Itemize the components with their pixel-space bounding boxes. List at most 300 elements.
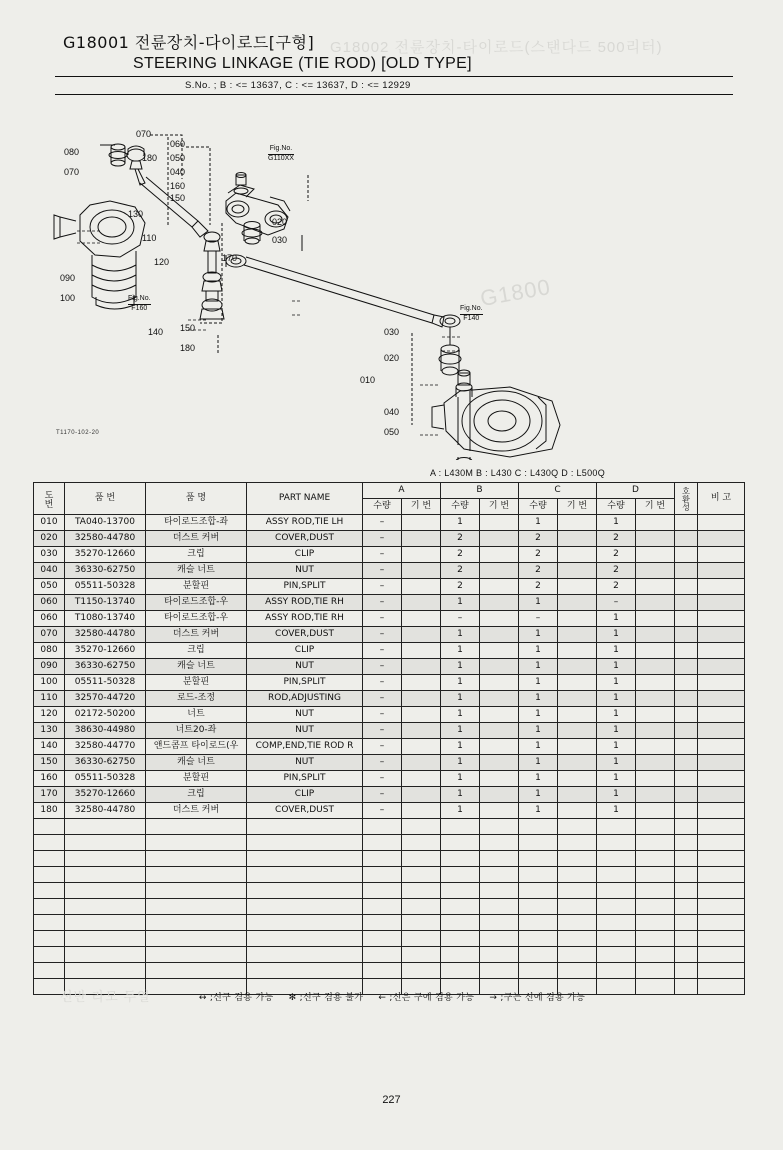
cell-qty-d [597,819,636,835]
cell-qty-c [519,947,558,963]
cell-ref-b [480,755,519,771]
header-rule [55,76,733,77]
cell-part-name-ko: 분할핀 [146,771,247,787]
cell-qty-d: 1 [597,755,636,771]
col-header-group-c: C [519,483,597,499]
cell-qty-c: 1 [519,643,558,659]
cell-ref-a [402,691,441,707]
cell-remark [698,643,745,659]
cell-ref-a [402,947,441,963]
cell-part-name-en: COMP,END,TIE ROD R [247,739,363,755]
table-row-empty [34,867,745,883]
col-header-qty-b: 수량 [441,499,480,515]
table-row [34,547,745,563]
page-title-korean: G18001 전륜장치-다이로드[구형] [63,33,315,52]
cell-ref-b [480,531,519,547]
cell-no: 140 [34,739,65,755]
cell-qty-b: 1 [441,755,480,771]
cell-qty-c: 1 [519,739,558,755]
cell-qty-c: 1 [519,755,558,771]
cell-ref-a [402,643,441,659]
cell-ref-c [558,899,597,915]
callout-070-top: 070 [136,129,152,139]
cell-ref-b [480,579,519,595]
cell-ref-d [636,867,675,883]
cell-ref-a [402,723,441,739]
cell-no [34,835,65,851]
cell-part-name-en [247,963,363,979]
cell-ref-a [402,771,441,787]
cell-part-name-en [247,867,363,883]
cell-remark [698,803,745,819]
cell-compat [675,867,698,883]
cell-no [34,819,65,835]
cell-qty-c: 1 [519,803,558,819]
cell-qty-b [441,819,480,835]
cell-ref-b [480,915,519,931]
cell-remark [698,931,745,947]
cell-compat [675,819,698,835]
cell-qty-d: 1 [597,739,636,755]
cell-part-no [65,867,146,883]
cell-no: 110 [34,691,65,707]
cell-qty-a: – [363,739,402,755]
cell-ref-c [558,723,597,739]
cell-compat [675,531,698,547]
cell-qty-d: 1 [597,611,636,627]
cell-ref-b [480,963,519,979]
cell-ref-b [480,835,519,851]
cell-ref-a [402,835,441,851]
cell-qty-c: 1 [519,595,558,611]
cell-ref-a [402,963,441,979]
cell-ref-a [402,563,441,579]
cell-ref-b [480,707,519,723]
cell-part-name-ko: 로드-조정 [146,691,247,707]
cell-part-name-ko [146,963,247,979]
cell-qty-b [441,963,480,979]
cell-qty-a [363,867,402,883]
cell-qty-a: – [363,691,402,707]
cell-ref-a [402,627,441,643]
cell-qty-a: – [363,547,402,563]
table-header-row-1 [34,483,745,499]
page-number: 227 [382,1094,401,1106]
cell-compat [675,627,698,643]
cell-compat [675,547,698,563]
cell-part-name-ko: 크립 [146,547,247,563]
cell-no: 020 [34,531,65,547]
cell-ref-b [480,723,519,739]
cell-qty-c [519,835,558,851]
cell-ref-c [558,755,597,771]
cell-qty-d [597,867,636,883]
cell-ref-a [402,547,441,563]
cell-ref-d [636,723,675,739]
fig-ref-f160: Fig.No. F160 [128,295,151,312]
cell-qty-a: – [363,595,402,611]
col-header-ref-b: 기 번 [480,499,519,515]
cell-qty-c: 1 [519,771,558,787]
cell-part-name-en: NUT [247,563,363,579]
cell-part-no: 35270-12660 [65,787,146,803]
cell-ref-c [558,803,597,819]
table-row-empty [34,851,745,867]
cell-part-name-ko [146,915,247,931]
cell-part-name-ko: 캐슬 너트 [146,755,247,771]
table-row-empty [34,835,745,851]
cell-part-no [65,899,146,915]
col-header-qty-a: 수량 [363,499,402,515]
cell-ref-d [636,691,675,707]
cell-part-name-ko [146,867,247,883]
cell-qty-a: – [363,771,402,787]
cell-part-name-en: NUT [247,755,363,771]
callout-060: 060 [170,139,186,149]
cell-ref-c [558,787,597,803]
col-header-compat: 호 환 성 [675,483,698,515]
cell-part-no: T1150-13740 [65,595,146,611]
ghost-text-bottom: 선반 라모 두열 [60,989,151,1004]
cell-qty-d: 1 [597,515,636,531]
cell-part-name-ko: 앤드콤프 타이로드(우 [146,739,247,755]
cell-qty-c: 2 [519,579,558,595]
cell-remark [698,707,745,723]
serial-note: S.No. ; B : <= 13637, C : <= 13637, D : <= 12929 [185,80,411,91]
cell-qty-d: 1 [597,707,636,723]
cell-part-name-ko [146,851,247,867]
cell-qty-b [441,899,480,915]
col-header-qty-c: 수량 [519,499,558,515]
cell-part-no [65,915,146,931]
cell-no: 130 [34,723,65,739]
cell-ref-d [636,851,675,867]
cell-no [34,963,65,979]
cell-part-name-en [247,851,363,867]
cell-qty-d [597,851,636,867]
col-header-part-name-en: PART NAME [247,483,363,515]
col-header-group-d: D [597,483,675,499]
cell-part-name-en: NUT [247,723,363,739]
cell-no: 100 [34,675,65,691]
cell-ref-b [480,787,519,803]
table-row [34,787,745,803]
cell-remark [698,835,745,851]
cell-ref-c [558,819,597,835]
cell-compat [675,803,698,819]
cell-no: 120 [34,707,65,723]
cell-remark [698,739,745,755]
cell-ref-a [402,851,441,867]
cell-qty-c: 1 [519,723,558,739]
cell-ref-d [636,787,675,803]
cell-compat [675,947,698,963]
cell-compat [675,675,698,691]
table-row [34,675,745,691]
cell-qty-d: 1 [597,787,636,803]
cell-compat [675,755,698,771]
cell-qty-d: 1 [597,771,636,787]
page-title-english: STEERING LINKAGE (TIE ROD) [OLD TYPE] [133,55,472,72]
cell-qty-b: 1 [441,803,480,819]
cell-ref-a [402,659,441,675]
cell-ref-d [636,835,675,851]
cell-qty-a [363,947,402,963]
cell-qty-d: 2 [597,531,636,547]
callout-070-left: 070 [64,167,80,177]
cell-no [34,931,65,947]
table-row-empty [34,931,745,947]
cell-part-name-en: ASSY ROD,TIE RH [247,595,363,611]
callout-180-lower: 180 [180,343,196,353]
cell-qty-b: 1 [441,739,480,755]
cell-ref-a [402,899,441,915]
cell-ref-d [636,771,675,787]
cell-ref-c [558,867,597,883]
cell-qty-b: 2 [441,547,480,563]
cell-compat [675,771,698,787]
cell-part-name-ko [146,947,247,963]
cell-compat [675,835,698,851]
note-2: ✻ ;신구 겸용 불가 [288,993,364,1003]
cell-qty-a [363,819,402,835]
cell-no: 090 [34,659,65,675]
cell-ref-d [636,803,675,819]
document-header [55,30,735,95]
cell-no: 080 [34,643,65,659]
cell-ref-a [402,675,441,691]
cell-compat [675,915,698,931]
cell-qty-b: 1 [441,723,480,739]
cell-part-name-ko [146,899,247,915]
cell-ref-a [402,819,441,835]
cell-part-no: 35270-12660 [65,643,146,659]
cell-qty-a: – [363,659,402,675]
cell-part-name-ko [146,835,247,851]
cell-remark [698,627,745,643]
cell-part-no: 05511-50328 [65,579,146,595]
callout-160: 160 [170,181,186,191]
table-row-empty [34,915,745,931]
cell-part-name-ko: 타이로드조합-우 [146,611,247,627]
cell-part-name-ko: 더스트 커버 [146,531,247,547]
cell-ref-d [636,931,675,947]
cell-part-name-ko: 더스트 커버 [146,627,247,643]
cell-qty-c [519,931,558,947]
ghost-text-top: G18002 전륜장치-타이로드(스탠다드 500리터) [330,39,663,56]
callout-170: 170 [222,253,238,263]
ghost-watermark: G1800 [478,274,553,311]
cell-no [34,867,65,883]
cell-no: 160 [34,771,65,787]
cell-remark [698,611,745,627]
cell-qty-b: 1 [441,627,480,643]
table-row [34,563,745,579]
cell-part-no [65,947,146,963]
cell-remark [698,595,745,611]
cell-ref-d [636,739,675,755]
header-rule-2 [55,94,733,95]
cell-qty-b: 2 [441,579,480,595]
cell-part-name-ko: 분할핀 [146,579,247,595]
fig-ref-f140: Fig.No. F140 [460,305,483,322]
cell-ref-b [480,899,519,915]
table-row-empty [34,899,745,915]
cell-qty-d: 1 [597,627,636,643]
cell-remark [698,563,745,579]
cell-no [34,851,65,867]
cell-part-name-en [247,835,363,851]
cell-part-no [65,819,146,835]
callout-040-right: 040 [384,407,400,417]
cell-no: 070 [34,627,65,643]
cell-ref-d [636,819,675,835]
cell-qty-c [519,851,558,867]
cell-qty-b: 1 [441,707,480,723]
table-row-empty [34,883,745,899]
cell-part-no: 36330-62750 [65,755,146,771]
cell-qty-c [519,899,558,915]
callout-100: 100 [60,293,76,303]
cell-remark [698,579,745,595]
cell-ref-c [558,947,597,963]
cell-qty-b: 1 [441,643,480,659]
cell-part-name-en: COVER,DUST [247,531,363,547]
cell-qty-d: – [597,595,636,611]
cell-qty-d [597,931,636,947]
cell-remark [698,515,745,531]
table-row [34,691,745,707]
cell-no: 060 [34,595,65,611]
cell-part-no: 02172-50200 [65,707,146,723]
cell-ref-c [558,835,597,851]
cell-ref-b [480,931,519,947]
cell-qty-d [597,835,636,851]
parts-illustration [40,105,740,460]
cell-qty-d: 2 [597,579,636,595]
cell-qty-a: – [363,787,402,803]
cell-part-no [65,931,146,947]
cell-ref-a [402,531,441,547]
cell-qty-c [519,963,558,979]
cell-part-no: 32580-44770 [65,739,146,755]
cell-ref-d [636,531,675,547]
cell-qty-d: 1 [597,723,636,739]
cell-compat [675,883,698,899]
cell-qty-a [363,963,402,979]
cell-qty-a [363,883,402,899]
cell-ref-b [480,611,519,627]
cell-part-name-en: ROD,ADJUSTING [247,691,363,707]
cell-qty-d: 1 [597,691,636,707]
cell-no: 030 [34,547,65,563]
cell-qty-c: 1 [519,707,558,723]
cell-remark [698,963,745,979]
cell-ref-d [636,899,675,915]
callout-040: 040 [170,167,186,177]
cell-part-no: 36330-62750 [65,659,146,675]
cell-qty-d: 2 [597,547,636,563]
cell-ref-b [480,739,519,755]
table-row [34,803,745,819]
cell-ref-b [480,627,519,643]
cell-ref-b [480,515,519,531]
cell-no: 060 [34,611,65,627]
cell-qty-b: 2 [441,531,480,547]
cell-part-no [65,835,146,851]
cell-remark [698,723,745,739]
callout-150-lower: 150 [180,323,196,333]
cell-compat [675,579,698,595]
cell-ref-a [402,883,441,899]
cell-qty-d: 1 [597,659,636,675]
cell-part-no: TA040-13700 [65,515,146,531]
cell-ref-c [558,563,597,579]
cell-qty-a: – [363,579,402,595]
cell-qty-d: 1 [597,643,636,659]
cell-qty-a: – [363,515,402,531]
table-row [34,739,745,755]
cell-qty-c: 1 [519,787,558,803]
cell-part-no: T1080-13740 [65,611,146,627]
cell-qty-a: – [363,675,402,691]
cell-part-no: 32580-44780 [65,627,146,643]
cell-ref-d [636,963,675,979]
cell-ref-c [558,883,597,899]
table-row [34,659,745,675]
table-row-empty [34,963,745,979]
cell-part-name-en: NUT [247,659,363,675]
cell-ref-c [558,579,597,595]
cell-qty-d [597,915,636,931]
cell-part-name-ko: 캐슬 너트 [146,563,247,579]
cell-qty-d [597,947,636,963]
cell-qty-b [441,867,480,883]
cell-qty-c: 1 [519,515,558,531]
cell-no: 180 [34,803,65,819]
cell-no: 050 [34,579,65,595]
cell-ref-a [402,579,441,595]
cell-no [34,915,65,931]
table-row [34,723,745,739]
cell-ref-b [480,883,519,899]
cell-qty-d [597,899,636,915]
cell-no: 150 [34,755,65,771]
table-row [34,531,745,547]
cell-qty-c: 2 [519,547,558,563]
cell-ref-a [402,755,441,771]
cell-part-name-en [247,947,363,963]
cell-ref-c [558,771,597,787]
model-legend: A : L430M B : L430 C : L430Q D : L500Q [430,468,605,478]
parts-table [33,482,745,995]
cell-qty-c: 2 [519,563,558,579]
cell-remark [698,947,745,963]
cell-ref-b [480,771,519,787]
cell-qty-b [441,915,480,931]
cell-qty-b: 1 [441,787,480,803]
cell-compat [675,691,698,707]
cell-qty-a [363,915,402,931]
table-row-empty [34,819,745,835]
cell-ref-c [558,547,597,563]
callout-050-right: 050 [384,427,400,437]
cell-remark [698,547,745,563]
cell-ref-a [402,803,441,819]
cell-qty-c [519,883,558,899]
cell-qty-d [597,883,636,899]
cell-qty-b: 2 [441,563,480,579]
